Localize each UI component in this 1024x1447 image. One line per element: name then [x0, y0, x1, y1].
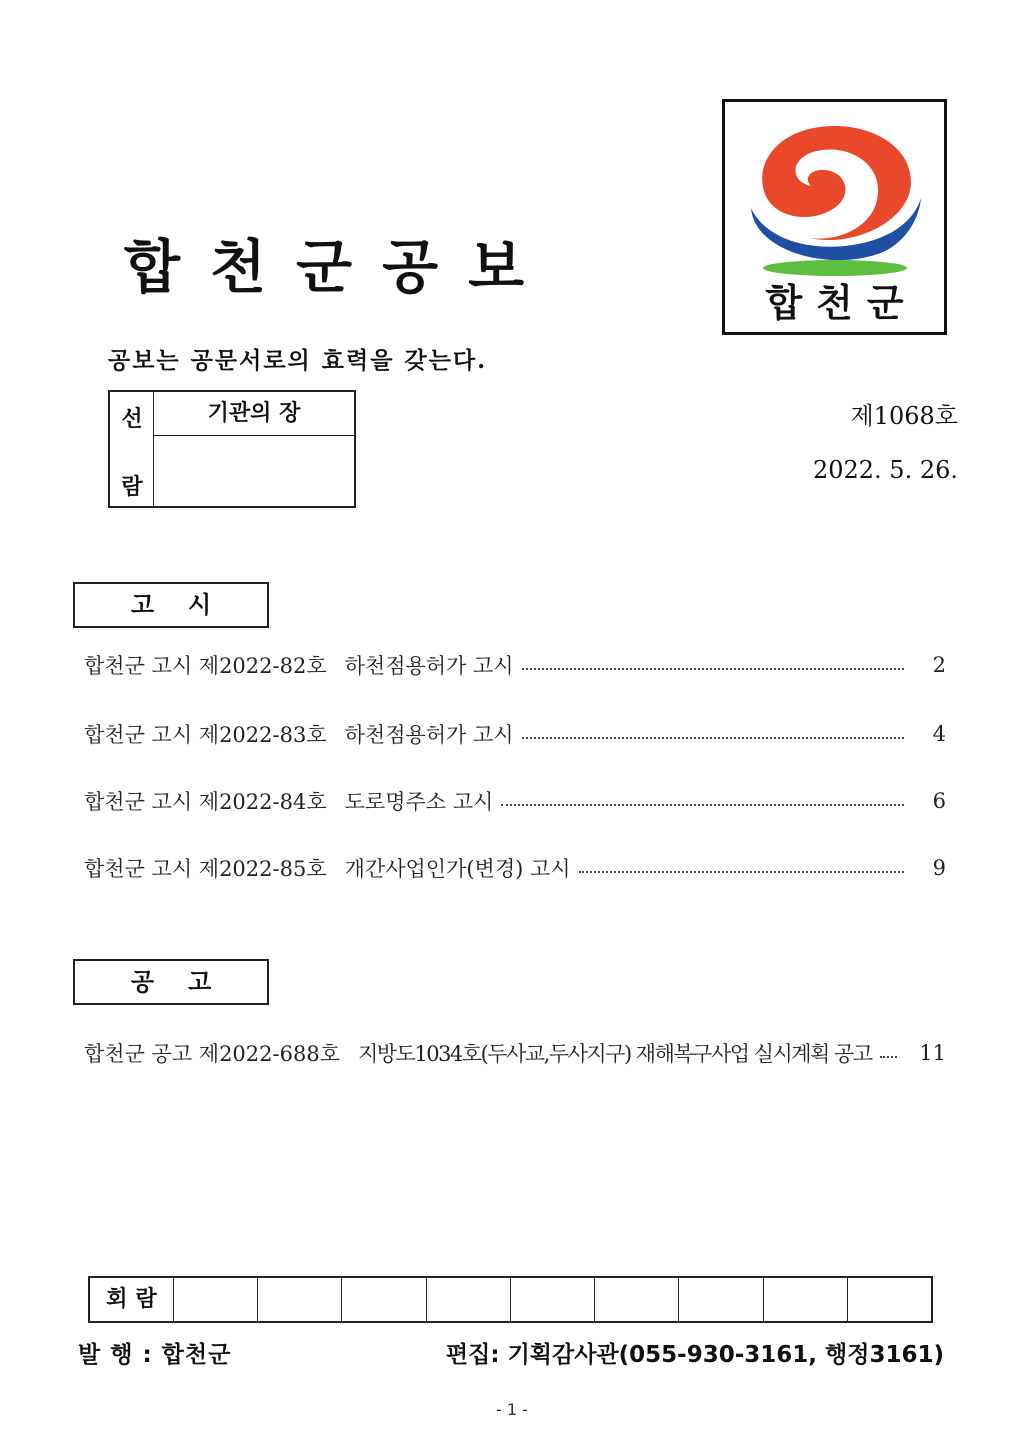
toc-leader-dots: [501, 804, 904, 806]
circulation-cell: [511, 1278, 595, 1321]
toc-item-number: 합천군 고시 제2022-85호: [84, 857, 327, 881]
circulation-cell: [174, 1278, 258, 1321]
issue-date: 2022. 5. 26.: [812, 456, 958, 484]
toc-item[interactable]: [84, 717, 946, 751]
section-heading-notices: 고시: [73, 582, 269, 628]
toc-item-title: 개간사업인가(변경) 고시: [344, 857, 571, 881]
toc-item-page: 9: [932, 856, 946, 880]
toc-item-title: 도로명주소 고시: [344, 790, 494, 814]
toc-item[interactable]: [84, 851, 946, 885]
toc-item-title: 하천점용허가 고시: [344, 654, 514, 678]
toc-item-number: 합천군 공고 제2022-688호: [84, 1042, 340, 1066]
county-logo: [722, 99, 947, 335]
toc-item[interactable]: [84, 784, 946, 818]
circulation-cell: [342, 1278, 426, 1321]
toc-item[interactable]: [84, 1036, 946, 1070]
toc-item[interactable]: [84, 648, 946, 682]
circulation-cell: [595, 1278, 679, 1321]
toc-item-number: 합천군 고시 제2022-84호: [84, 790, 327, 814]
circulation-cell: [848, 1278, 931, 1321]
toc-item-number: 합천군 고시 제2022-83호: [84, 723, 327, 747]
circulation-cell: [679, 1278, 763, 1321]
issue-number: 제1068호: [850, 402, 958, 430]
section-heading-announcements: 공고: [73, 959, 269, 1005]
toc-item-title: 지방도1034호(두사교,두사지구) 재해복구사업 실시계획 공고: [357, 1042, 872, 1066]
toc-item-page: 6: [932, 789, 946, 813]
circulation-cell: [427, 1278, 511, 1321]
toc-item-title: 하천점용허가 고시: [344, 723, 514, 747]
review-label-column: [110, 392, 154, 506]
circulation-cell: [258, 1278, 342, 1321]
circulation-label: 회람: [90, 1278, 174, 1321]
page-number: - 1 -: [496, 1400, 528, 1419]
toc-item-page: 11: [919, 1041, 946, 1065]
review-label-bottom: 람: [121, 474, 143, 500]
review-table: [108, 390, 356, 508]
toc-item-number: 합천군 고시 제2022-82호: [84, 654, 327, 678]
toc-leader-dots: [579, 871, 904, 873]
toc-leader-dots: [522, 737, 904, 739]
toc-leader-dots: [880, 1056, 898, 1058]
toc-item-page: 4: [932, 722, 946, 746]
subtitle: 공보는 공문서로의 효력을 갖는다.: [108, 347, 488, 374]
publisher: 발 행 : 합천군: [78, 1342, 232, 1368]
review-header: 기관의 장: [154, 392, 354, 436]
page-title: 합천군공보: [124, 233, 555, 301]
editor-contact: 편집: 기획감사관(055-930-3161, 행정3161): [445, 1342, 944, 1368]
review-label-top: 선: [121, 406, 143, 432]
toc-item-page: 2: [932, 653, 946, 677]
logo-text: 합천군: [765, 281, 918, 325]
circulation-cell: [764, 1278, 848, 1321]
circulation-table: [88, 1276, 933, 1323]
toc-leader-dots: [522, 668, 904, 670]
